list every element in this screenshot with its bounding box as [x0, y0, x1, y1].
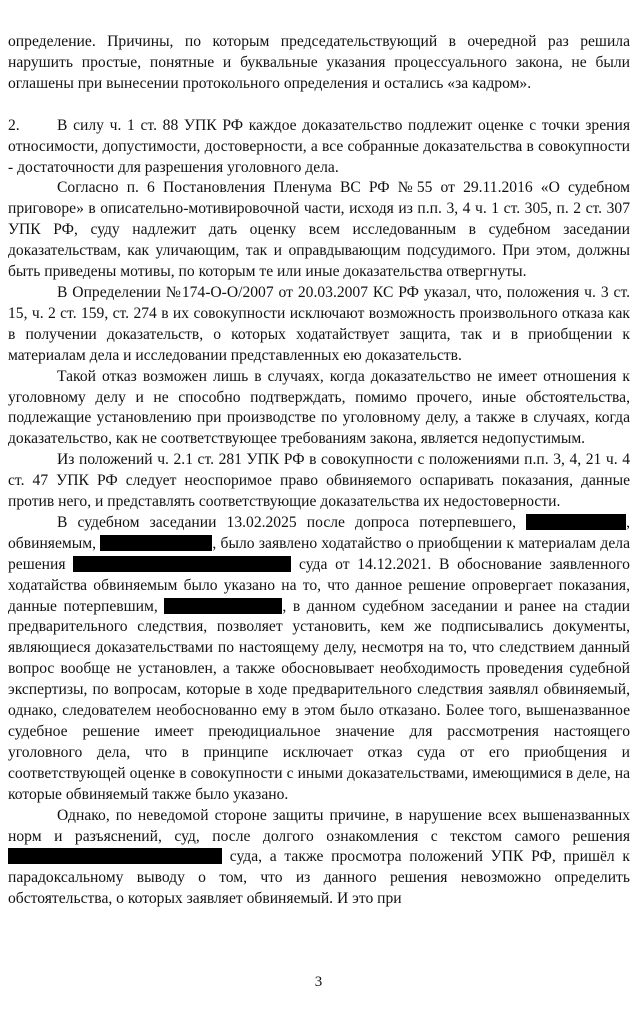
- paragraph-plenum-resolution: Согласно п. 6 Постановления Пленума ВС РФ №55 от 29.11.2016 «О судебном приговоре» в описательно-мотивировочной части, исходя из п.п. 3, 4 ч. 1 ст. 305, п. 2 ст. 307 УПК РФ, суду надлежит дать оценку всем исследованным в судебном заседании доказательствам, как уличающим, так и оправдывающим подсудимого. При этом, должны быть приведены мотивы, по которым те или иные доказательства отвергнуты.: [8, 179, 630, 281]
- redaction-block: [73, 556, 291, 572]
- paragraph-continuation: определение. Причины, по которым председательствующий в очередной раз решила нарушить простые, понятные и буквальные указания процессуального закона, не были оглашены при вынесении протокольного определения и остались «за кадром».: [8, 33, 630, 92]
- numbered-paragraph-2: [8, 116, 630, 179]
- redaction-block: [100, 535, 212, 551]
- paragraph-right-to-challenge: Из положений ч. 2.1 ст. 281 УПК РФ в совокупности с положениями п.п. 3, 4, 21 ч. 4 ст. 47 УПК РФ следует неоспоримое право обвиняемого оспаривать показания, данные против него, и представлять соответствующие доказательства их недостоверности.: [8, 451, 630, 511]
- session-text-d: , было заявлено ходатайство о приобщении к материалам дела решения: [8, 534, 630, 573]
- session-text-e: суда от 14.12.2021. В обоснование заявленного ходатайства обвиняемым было указано на то, что данное решение опровергает показания, данные потерпевшим,: [8, 555, 630, 615]
- paragraph-court-conclusion: [8, 806, 630, 911]
- conclusion-text-b: суда, а также просмотра положений УПК РФ, пришёл к парадоксальному выводу о том, что из данного решения невозможно определить обстоятельства, о которых заявляет обвиняемый. И это при: [8, 848, 630, 908]
- paragraph-refusal-cases: Такой отказ возможен лишь в случаях, когда доказательство не имеет отношения к уголовному делу и не способно подтверждать, помимо прочего, иные обстоятельства, подлежащие установлению при производстве по уголовному делу, а также в случаях, когда доказательство, как не соответствующее требованиям закона, является недопустимым.: [8, 367, 630, 448]
- document-body: [8, 32, 630, 910]
- session-text-a: В судебном заседании 13.02.2025 после допроса потерпевшего,: [57, 513, 516, 531]
- paragraph-court-session: [8, 513, 630, 806]
- session-text-b: ,: [626, 513, 630, 531]
- redaction-block: [526, 514, 626, 530]
- redaction-block: [164, 598, 282, 614]
- paragraph-2-text: В силу ч. 1 ст. 88 УПК РФ каждое доказательство подлежит оценке с точки зрения относимости, допустимости, достоверности, а все собранные доказательства в совокупности - достаточности для разрешения уголовного дела.: [8, 116, 630, 176]
- paragraph-constitutional-court: В Определении №174-О-О/2007 от 20.03.2007 КС РФ указал, что, положения ч. 3 ст. 15, ч. 2 ст. 159, ст. 274 в их совокупности исключают возможность произвольного отказа как в получении доказательств, о которых ходатайствует защита, так и в приобщении к материалам дела и исследовании представленных ею доказательств.: [8, 283, 630, 364]
- paragraph-spacer: [8, 95, 630, 116]
- item-number: 2.: [8, 116, 20, 134]
- session-text-f: , в данном судебном заседании и ранее на стадии предварительного следствия, позволяет установить, кем же подписывались документы, являющиеся доказательствами по настоящему делу, несмотря на то, что следствием данный вопрос вообще не установлен, а также обосновывает необходимость проведения судебной экспертизы, по вопросам, которые в ходе предварительного следствия заявлял обвиняемый, однако, следователем необоснованно ему в этом было отказано. Более того, вышеназванное судебное решение имеет преюдициальное значение для рассмотрения настоящего уголовного дела, что в принципе исключает отказ суда от его приобщения и соответствующей оценке в совокупности с иными доказательствами, имеющимися в деле, на которые обвиняемый также было указано.: [8, 597, 631, 803]
- session-text-c: обвиняемым,: [8, 534, 96, 552]
- conclusion-text-a: Однако, по неведомой стороне защиты причине, в нарушение всех вышеназванных норм и разъяснений, суд, после долгого ознакомления с текстом самого решения: [8, 806, 630, 845]
- redaction-block: [8, 848, 222, 864]
- page-number: 3: [314, 974, 323, 990]
